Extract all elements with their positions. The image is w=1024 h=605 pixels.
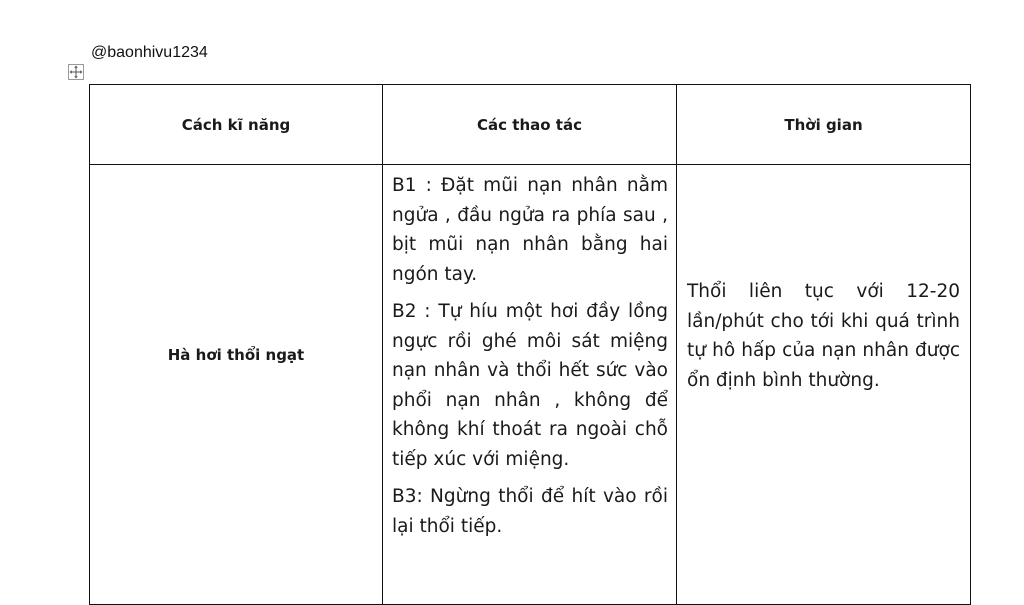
table-header-row [90, 85, 971, 165]
author-watermark: @baonhivu1234 [91, 44, 208, 61]
cell-time[interactable]: Thổi liên tục với 12-20 lần/phút cho tới khi quá trình tự hô hấp của nạn nhân được ổn định bình thường. [677, 165, 971, 605]
skills-table [89, 84, 971, 605]
cell-skill-name[interactable]: Hà hơi thổi ngạt [90, 165, 383, 605]
header-time[interactable]: Thời gian [677, 85, 971, 165]
move-arrows-icon [69, 65, 83, 79]
cell-steps[interactable] [383, 165, 677, 605]
table-row [90, 165, 971, 605]
table-move-handle[interactable] [68, 64, 84, 80]
header-skill[interactable]: Cách kĩ năng [90, 85, 383, 165]
step-2: B2 : Tự híu một hơi đầy lồng ngực rồi ghé môi sát miệng nạn nhân và thổi hết sức vào phổi nạn nhân , không để không khí thoát ra ngoài chỗ tiếp xúc với miệng. [392, 301, 668, 470]
step-3: B3: Ngừng thổi để hít vào rồi lại thổi tiếp. [392, 486, 668, 537]
step-1: B1 : Đặt mũi nạn nhân nằm ngửa , đầu ngửa ra phía sau , bịt mũi nạn nhân bằng hai ngón tay. [392, 175, 668, 285]
header-steps[interactable]: Các thao tác [383, 85, 677, 165]
